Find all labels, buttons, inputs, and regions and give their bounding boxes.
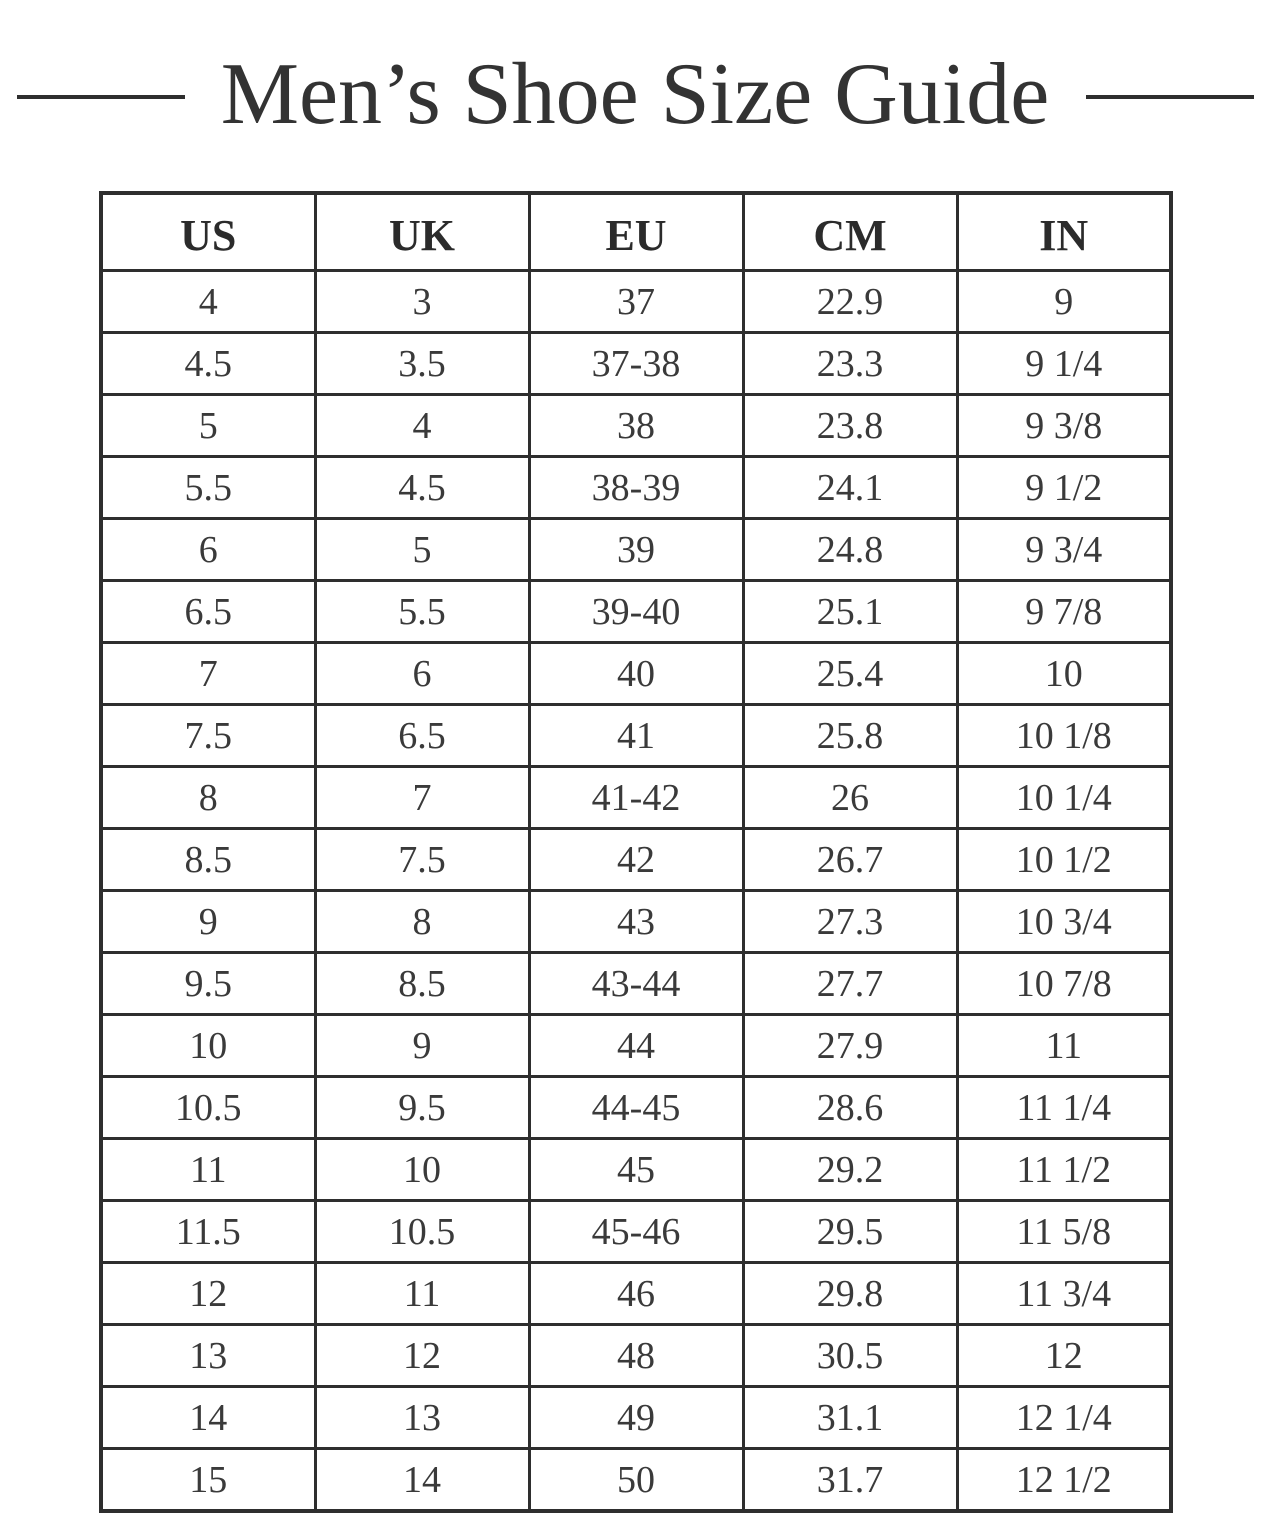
cell-eu: 45 [529,1139,743,1201]
cell-cm: 25.1 [743,581,957,643]
cell-cm: 25.4 [743,643,957,705]
cell-cm: 29.2 [743,1139,957,1201]
cell-cm: 24.1 [743,457,957,519]
cell-eu: 45-46 [529,1201,743,1263]
header-cm: CM [743,193,957,271]
cell-in: 12 [957,1325,1171,1387]
table-row [101,1387,1171,1449]
table-row [101,829,1171,891]
cell-us: 7.5 [101,705,315,767]
cell-eu: 44-45 [529,1077,743,1139]
cell-cm: 23.8 [743,395,957,457]
cell-in: 9 [957,271,1171,333]
cell-uk: 4 [315,395,529,457]
cell-cm: 26 [743,767,957,829]
table-row [101,1201,1171,1263]
cell-in: 10 3/4 [957,891,1171,953]
cell-us: 11.5 [101,1201,315,1263]
cell-eu: 38-39 [529,457,743,519]
cell-us: 10.5 [101,1077,315,1139]
cell-eu: 37 [529,271,743,333]
title-rule-left [17,95,185,99]
table-row [101,1077,1171,1139]
cell-uk: 9 [315,1015,529,1077]
cell-eu: 50 [529,1449,743,1512]
table-row [101,767,1171,829]
cell-in: 12 1/2 [957,1449,1171,1512]
cell-us: 9.5 [101,953,315,1015]
cell-us: 11 [101,1139,315,1201]
cell-uk: 13 [315,1387,529,1449]
table-row [101,1015,1171,1077]
cell-uk: 3.5 [315,333,529,395]
cell-uk: 6 [315,643,529,705]
table-row [101,1139,1171,1201]
cell-in: 11 5/8 [957,1201,1171,1263]
cell-eu: 42 [529,829,743,891]
cell-in: 10 1/8 [957,705,1171,767]
cell-cm: 31.1 [743,1387,957,1449]
cell-in: 11 1/2 [957,1139,1171,1201]
cell-cm: 29.8 [743,1263,957,1325]
table-row [101,1449,1171,1512]
table-row [101,891,1171,953]
cell-cm: 24.8 [743,519,957,581]
cell-us: 6.5 [101,581,315,643]
table-row [101,519,1171,581]
cell-in: 10 1/2 [957,829,1171,891]
cell-uk: 9.5 [315,1077,529,1139]
cell-eu: 40 [529,643,743,705]
cell-us: 6 [101,519,315,581]
cell-uk: 7.5 [315,829,529,891]
cell-in: 9 1/4 [957,333,1171,395]
cell-us: 4 [101,271,315,333]
cell-in: 10 1/4 [957,767,1171,829]
cell-us: 5 [101,395,315,457]
cell-in: 11 3/4 [957,1263,1171,1325]
header-in: IN [957,193,1171,271]
cell-in: 10 7/8 [957,953,1171,1015]
cell-in: 11 1/4 [957,1077,1171,1139]
cell-us: 8.5 [101,829,315,891]
cell-cm: 30.5 [743,1325,957,1387]
cell-in: 12 1/4 [957,1387,1171,1449]
title-rule-right [1086,95,1254,99]
cell-us: 10 [101,1015,315,1077]
cell-eu: 44 [529,1015,743,1077]
cell-eu: 39-40 [529,581,743,643]
table-body [101,271,1171,1512]
cell-cm: 27.7 [743,953,957,1015]
cell-in: 10 [957,643,1171,705]
cell-uk: 5.5 [315,581,529,643]
cell-eu: 46 [529,1263,743,1325]
cell-uk: 11 [315,1263,529,1325]
cell-uk: 14 [315,1449,529,1512]
cell-uk: 3 [315,271,529,333]
table-row [101,581,1171,643]
cell-in: 9 3/4 [957,519,1171,581]
table-row [101,333,1171,395]
cell-uk: 6.5 [315,705,529,767]
table-row [101,457,1171,519]
size-table [99,191,1173,1513]
cell-uk: 8.5 [315,953,529,1015]
cell-cm: 31.7 [743,1449,957,1512]
cell-uk: 8 [315,891,529,953]
cell-uk: 10 [315,1139,529,1201]
cell-eu: 39 [529,519,743,581]
cell-in: 9 1/2 [957,457,1171,519]
cell-in: 9 3/8 [957,395,1171,457]
cell-uk: 4.5 [315,457,529,519]
cell-eu: 48 [529,1325,743,1387]
table-row [101,953,1171,1015]
cell-uk: 12 [315,1325,529,1387]
cell-us: 8 [101,767,315,829]
cell-cm: 29.5 [743,1201,957,1263]
header-uk: UK [315,193,529,271]
cell-cm: 28.6 [743,1077,957,1139]
cell-in: 11 [957,1015,1171,1077]
cell-uk: 10.5 [315,1201,529,1263]
header-row [101,193,1171,271]
cell-us: 4.5 [101,333,315,395]
cell-eu: 43 [529,891,743,953]
table-row [101,705,1171,767]
cell-us: 5.5 [101,457,315,519]
cell-eu: 41 [529,705,743,767]
cell-cm: 25.8 [743,705,957,767]
cell-us: 15 [101,1449,315,1512]
cell-us: 12 [101,1263,315,1325]
cell-in: 9 7/8 [957,581,1171,643]
cell-uk: 5 [315,519,529,581]
cell-us: 7 [101,643,315,705]
cell-cm: 26.7 [743,829,957,891]
cell-eu: 41-42 [529,767,743,829]
table-row [101,1325,1171,1387]
cell-eu: 37-38 [529,333,743,395]
cell-us: 13 [101,1325,315,1387]
cell-eu: 38 [529,395,743,457]
cell-uk: 7 [315,767,529,829]
table-row [101,395,1171,457]
header-eu: EU [529,193,743,271]
header-us: US [101,193,315,271]
cell-eu: 49 [529,1387,743,1449]
cell-eu: 43-44 [529,953,743,1015]
cell-us: 14 [101,1387,315,1449]
table-row [101,271,1171,333]
table-row [101,643,1171,705]
cell-cm: 27.9 [743,1015,957,1077]
cell-us: 9 [101,891,315,953]
cell-cm: 27.3 [743,891,957,953]
cell-cm: 23.3 [743,333,957,395]
page-title: Men’s Shoe Size Guide [220,46,1050,143]
table-row [101,1263,1171,1325]
cell-cm: 22.9 [743,271,957,333]
